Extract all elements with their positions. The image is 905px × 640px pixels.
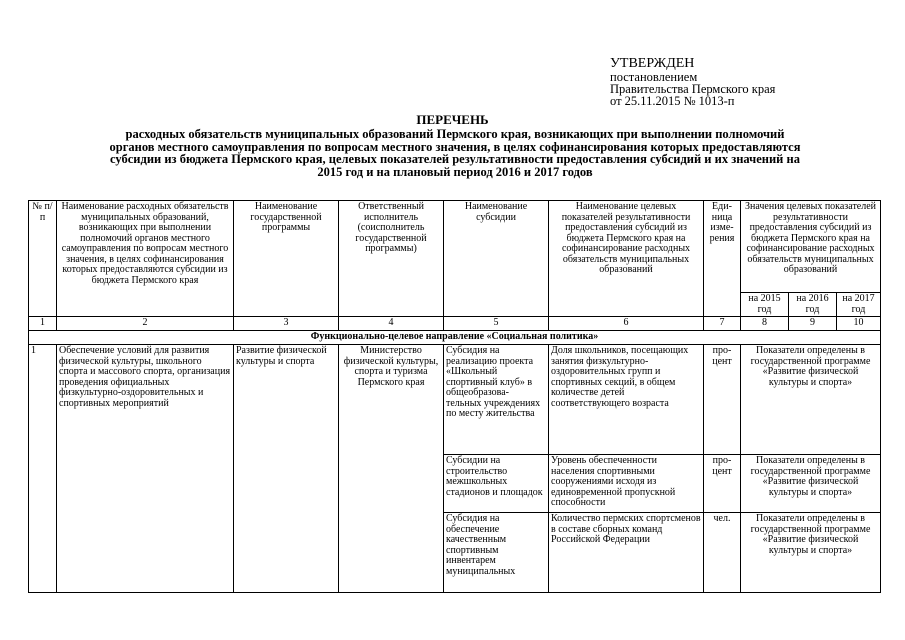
column-number: 4 (339, 317, 444, 331)
table-row (29, 345, 881, 455)
row-executor: Министерство физической культуры, спорта и туризма Пермского края (339, 345, 444, 593)
column-number: 6 (549, 317, 704, 331)
column-number: 9 (789, 317, 837, 331)
row-subsidy: Субсидии на строительство межшкольных стадионов и площадок (444, 455, 549, 513)
approval-line: Правительства Пермского края (610, 82, 776, 96)
section-row (29, 331, 881, 345)
row-indicator: Уровень обеспеченности населения спортивными сооружениями исходя из единовременной пропускной способности (549, 455, 704, 513)
header-year-2016: на 2016 год (789, 293, 837, 317)
column-number: 7 (704, 317, 741, 331)
row-indicator: Количество пермских спортсменов в составе сборных команд Российской Федерации (549, 513, 704, 593)
row-unit: чел. (704, 513, 741, 593)
row-value: Показатели определены в государственной программе «Развитие физической культуры и спорта» (741, 345, 881, 455)
row-value: Показатели определены в государственной программе «Развитие физической культуры и спорта» (741, 455, 881, 513)
approval-line: постановлением (610, 70, 698, 84)
column-number-row (29, 317, 881, 331)
row-indicator: Доля школьников, посещающих занятия физкультурно- оздоровительных групп и спортивных секций, в общем количестве детей соответствующего возраста (549, 345, 704, 455)
document-subtitle: расходных обязательств муниципальных образований Пермского края, возникающих при выполнении полномочий органов местного самоуправления по вопросам местного значения, в целях софинансирования которых предоставляются субсидии из бюджета Пермского края, целевых показателей результативности предоставления субсидий и их значений на 2015 год и на плановый период 2016 и 2017 годов (109, 127, 801, 179)
column-number: 2 (57, 317, 234, 331)
header-year-2015: на 2015 год (741, 293, 789, 317)
approval-heading: УТВЕРЖДЕН (610, 56, 695, 71)
column-number: 5 (444, 317, 549, 331)
column-number: 10 (837, 317, 881, 331)
header-program: Наименование государственной программы (234, 201, 339, 317)
header-subsidy: Наименование субсидии (444, 201, 549, 317)
header-indicator: Наименование целевых показателей результативности предоставления субсидий из бюджета Пермского края на софинансирование расходных обязательств муниципальных образований (549, 201, 704, 317)
header-row (29, 201, 881, 293)
row-num: 1 (29, 345, 57, 593)
column-number: 8 (741, 317, 789, 331)
header-num: № п/п (29, 201, 57, 317)
section-heading: Функционально-целевое направление «Социальная политика» (29, 331, 881, 345)
row-subsidy: Субсидия на реализацию проекта «Школьный спортивный клуб» в общеобразова- тельных учреждениях по месту жительства (444, 345, 549, 455)
row-unit: про- цент (704, 345, 741, 455)
column-number: 1 (29, 317, 57, 331)
column-number: 3 (234, 317, 339, 331)
obligations-table (28, 200, 881, 593)
approval-date: от 25.11.2015 № 1013-п (610, 94, 735, 108)
header-executor: Ответственный исполнитель (соисполнитель государственной программы) (339, 201, 444, 317)
header-year-2017: на 2017 год (837, 293, 881, 317)
header-values: Значения целевых показателей результативности предоставления субсидий из бюджета Пермского края на софинансирование расходных обязательств муниципальных образований (741, 201, 881, 293)
row-unit: про- цент (704, 455, 741, 513)
row-value: Показатели определены в государственной программе «Развитие физической культуры и спорта» (741, 513, 881, 593)
row-subsidy: Субсидия на обеспечение качественным спортивным инвентарем муниципальных (444, 513, 549, 593)
document-title: ПЕРЕЧЕНЬ (416, 112, 489, 127)
row-program: Развитие физической культуры и спорта (234, 345, 339, 593)
header-unit: Еди- ница изме- рения (704, 201, 741, 317)
approval-stamp (610, 58, 775, 107)
header-obligation: Наименование расходных обязательств муниципальных образований, возникающих при выполнении полномочий органов местного самоуправления по вопросам местного значения, в целях софинансирования которых предоставляются субсидии из бюджета Пермского края (57, 201, 234, 317)
row-obligation: Обеспечение условий для развития физической культуры, школьного спорта и массового спорта, организация проведения официальных физкультурно-оздоровительных и спортивных мероприятий (57, 345, 234, 593)
